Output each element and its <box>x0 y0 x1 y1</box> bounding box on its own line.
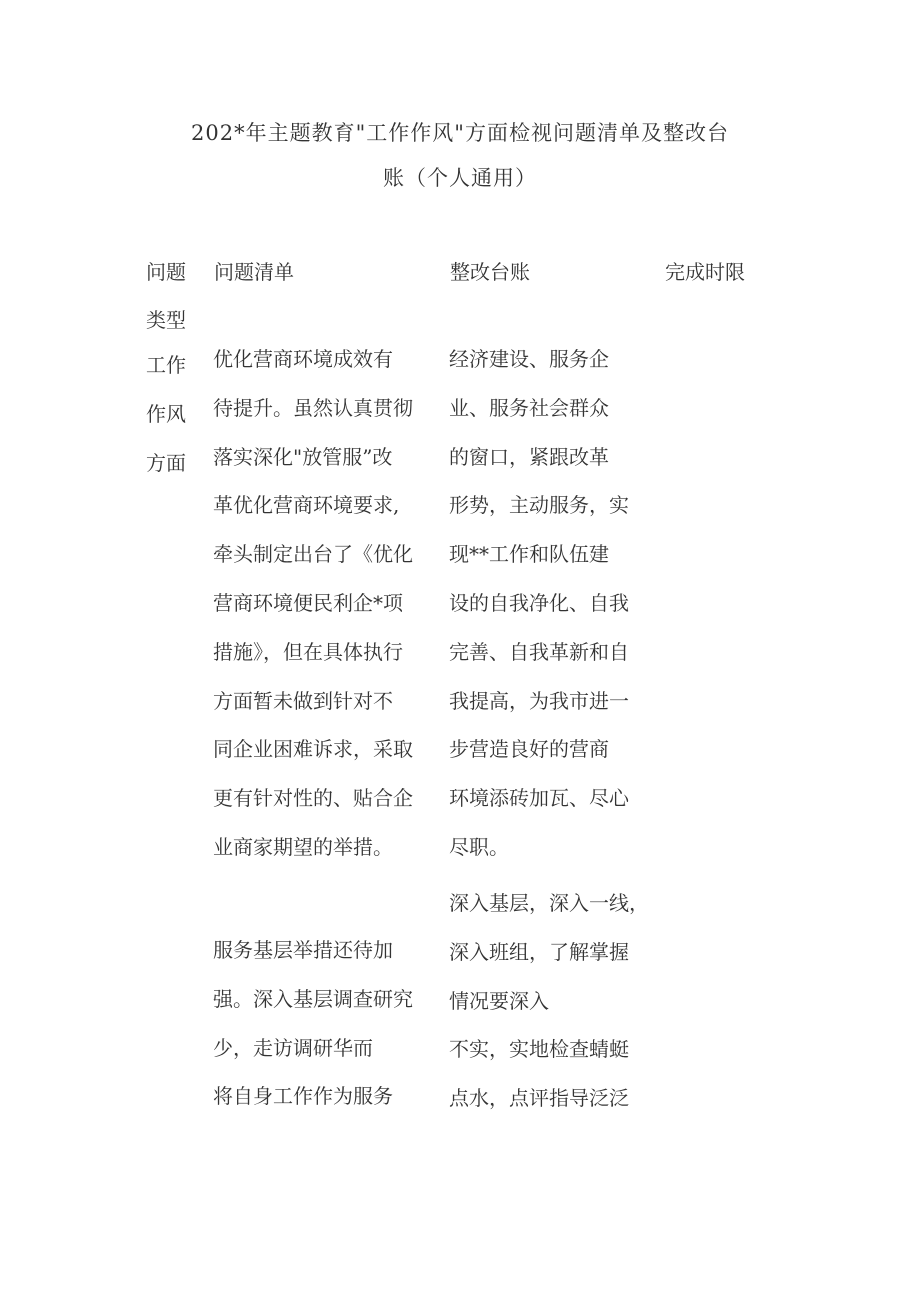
header-problem-type-line-1: 问题 <box>146 260 186 284</box>
problem-line: 落实深化"放管服”改 <box>213 444 393 469</box>
ledger-line: 设的自我净化、自我 <box>449 590 629 615</box>
problem-line: 业商家期望的举措。 <box>213 834 393 859</box>
problem-line: 同企业困难诉求，采取 <box>213 737 413 762</box>
document-title-line-1: 202*年主题教育"工作作风"方面检视问题清单及整改台 <box>191 121 729 145</box>
ledger-line: 点水，点评指导泛泛 <box>449 1086 629 1111</box>
problem-line: 强。深入基层调查研究 <box>213 986 413 1011</box>
ledger-line: 不实，实地检查蜻蜓 <box>449 1037 629 1062</box>
ledger-line: 深入基层，深入一线， <box>449 891 649 915</box>
ledger-line: 我提高，为我市进一 <box>449 688 629 713</box>
row2-problem-list <box>213 926 413 1121</box>
problem-type-line: 方面 <box>146 450 186 475</box>
ledger-line: 情况要深入 <box>449 988 549 1013</box>
problem-line: 方面暂未做到针对不 <box>213 688 393 713</box>
row1-rectification-ledger <box>449 335 629 872</box>
ledger-line: 形势，主动服务，实 <box>449 493 629 518</box>
problem-line: 少，走访调研华而 <box>213 1035 373 1060</box>
problem-line: 营商环境便民利企*项 <box>213 590 403 615</box>
header-problem-type-line-2: 类型 <box>146 308 186 332</box>
header-problem-type <box>146 248 186 344</box>
ledger-line: 深入班组，了解掌握 <box>449 939 629 964</box>
problem-line: 服务基层举措还待加 <box>213 938 393 962</box>
ledger-line: 环境添砖加瓦、尽心 <box>449 786 629 811</box>
header-problem-list: 问题清单 <box>214 260 294 284</box>
problem-line: 优化营商环境成效有 <box>213 347 393 371</box>
problem-line: 牵头制定出台了《优化 <box>213 542 413 567</box>
ledger-line: 尽职。 <box>449 834 509 859</box>
header-rectification-ledger: 整改台账 <box>450 260 530 284</box>
ledger-line: 业、服务社会群众 <box>449 395 609 420</box>
ledger-line: 的窗口，紧跟改革 <box>449 444 609 469</box>
ledger-line: 步营造良好的营商 <box>449 737 609 762</box>
row2-rectification-ledger <box>449 879 649 1123</box>
problem-line: 措施》，但在具体执行 <box>213 639 403 664</box>
ledger-line: 完善、自我革新和自 <box>449 639 629 664</box>
ledger-line: 经济建设、服务企 <box>449 347 609 371</box>
ledger-line: 现**工作和队伍建 <box>449 542 609 567</box>
problem-type-line: 作风 <box>146 401 186 426</box>
problem-line: 将自身工作作为服务 <box>213 1084 393 1109</box>
header-deadline: 完成时限 <box>665 260 745 284</box>
problem-type-column <box>146 341 186 487</box>
row1-problem-list <box>213 335 413 872</box>
document-title-line-2: 账（个人通用） <box>383 166 537 190</box>
problem-line: 待提升。虽然认真贯彻 <box>213 395 413 420</box>
problem-line: 革优化营商环境要求, <box>213 493 400 518</box>
problem-type-line: 工作 <box>146 353 186 377</box>
problem-line: 更有针对性的、贴合企 <box>213 786 413 811</box>
